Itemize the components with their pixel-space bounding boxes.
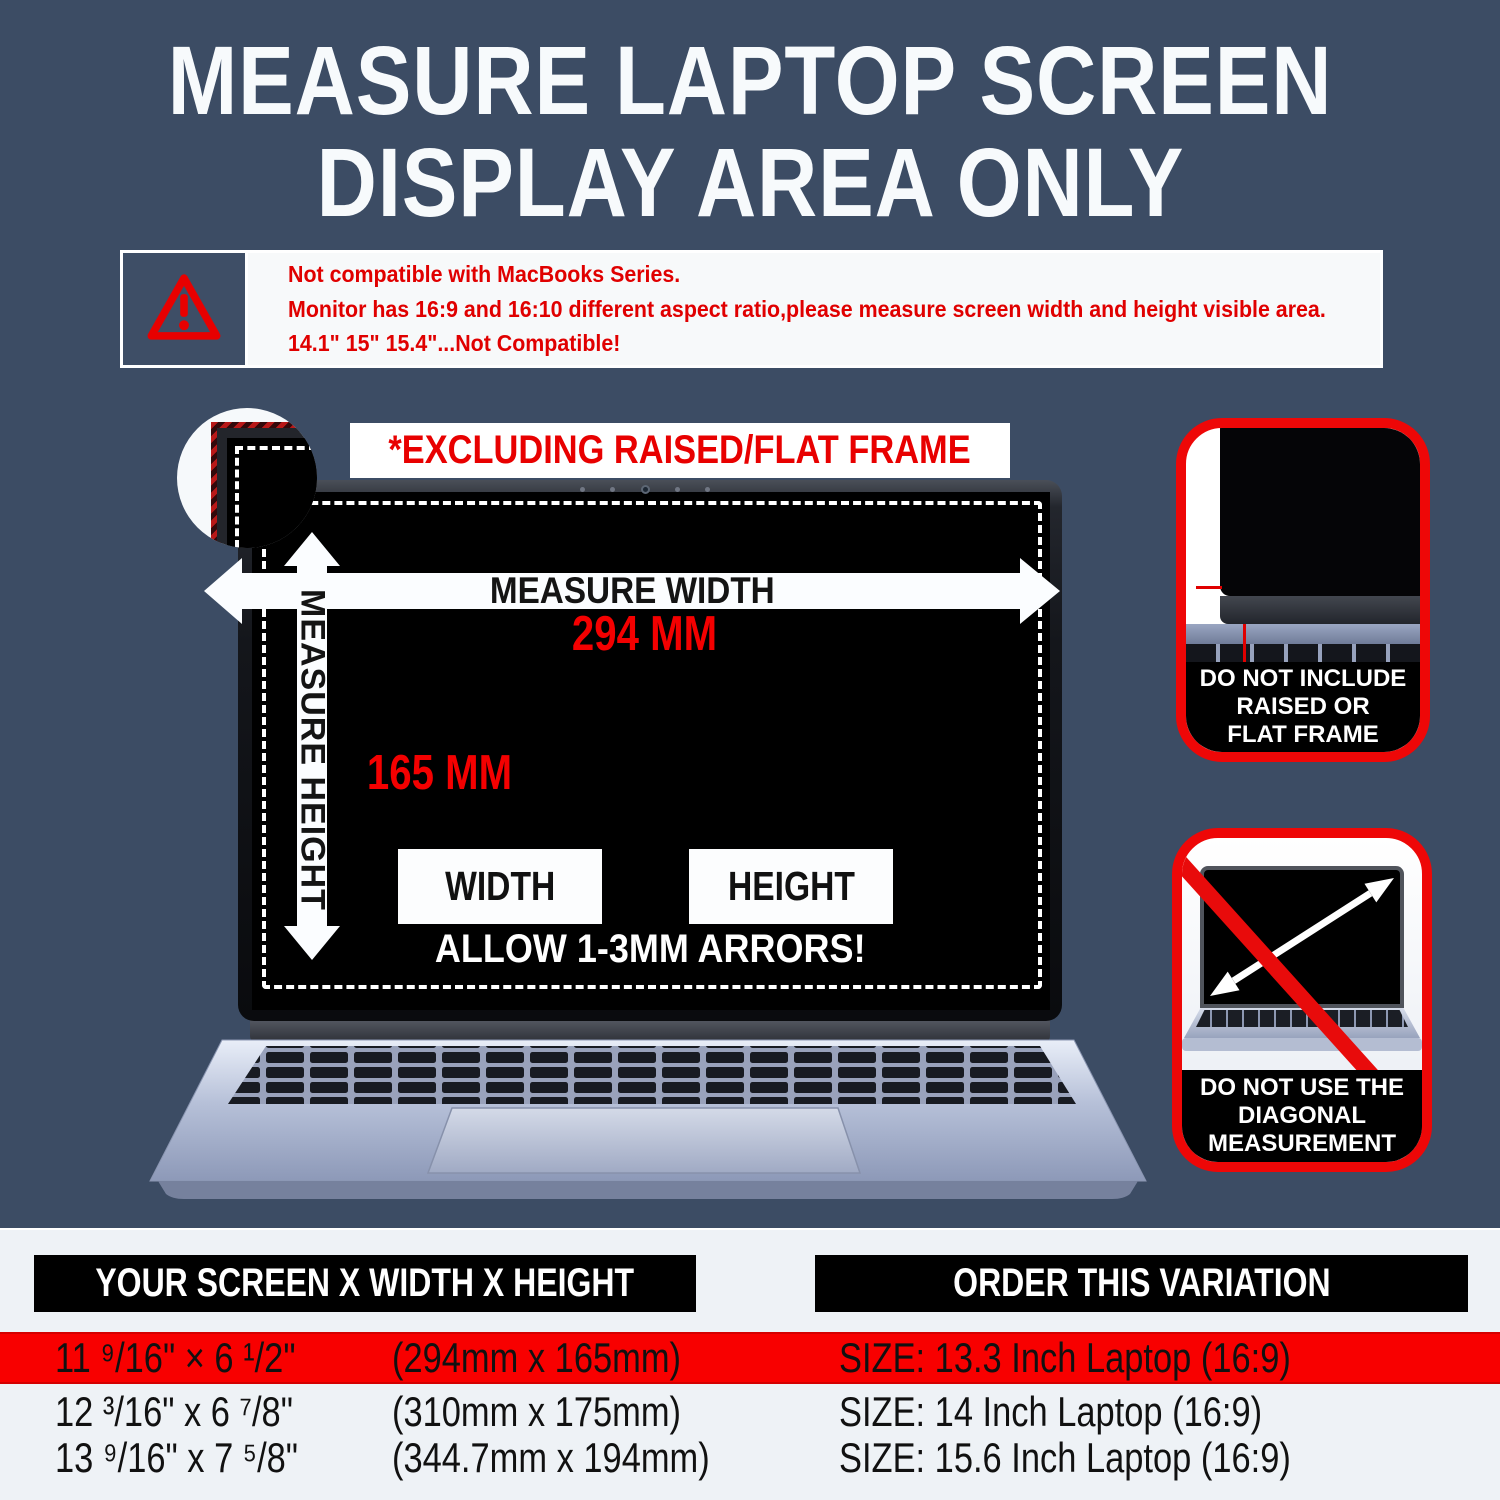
order-size: SIZE: 14 Inch Laptop (16:9) (839, 1388, 1263, 1435)
table-row (0, 1388, 1500, 1436)
screen-inches: 11 ⁹/16" × 6 ¹/2" (55, 1334, 296, 1381)
screen-inches: 13 ⁹/16" x 7 ⁵/8" (55, 1434, 299, 1481)
display-corner-dashed-outline (235, 446, 317, 548)
sensor-dot-icon (580, 487, 585, 492)
screen-inches: 12 ³/16" x 6 ⁷/8" (55, 1388, 293, 1435)
trackpad (428, 1108, 860, 1173)
order-size: SIZE: 15.6 Inch Laptop (16:9) (839, 1434, 1291, 1481)
screen-mm: (344.7mm x 194mm) (392, 1434, 710, 1481)
table-header-right: ORDER THIS VARIATION (815, 1255, 1468, 1312)
excluding-frame-text: *EXCLUDING RAISED/FLAT FRAME (388, 428, 972, 472)
table-header-left: YOUR SCREEN X WIDTH X HEIGHT (34, 1255, 696, 1312)
width-box: WIDTH (398, 849, 602, 924)
page-title-line2: DISPLAY AREA ONLY (316, 128, 1184, 237)
do-not-include-frame-panel (1176, 418, 1430, 762)
panel-caption: DO NOT INCLUDE RAISED OR FLAT FRAME (1186, 662, 1420, 752)
table-row (0, 1434, 1500, 1482)
closeup-keyboard (1186, 644, 1420, 662)
closeup-hinge (1186, 624, 1420, 644)
screen-mm: (310mm x 175mm) (392, 1388, 681, 1435)
closeup-bezel (1220, 596, 1420, 624)
webcam-icon (641, 485, 650, 494)
warning-text (288, 253, 1370, 365)
table-row (0, 1332, 1500, 1384)
warning-triangle-icon (146, 272, 222, 347)
page-title-line1: MEASURE LAPTOP SCREEN (167, 26, 1333, 135)
height-value: 165 MM (367, 746, 513, 800)
page-title (0, 26, 1500, 237)
keyboard-keys (228, 1046, 1076, 1104)
size-table (0, 1228, 1500, 1500)
measure-height-label: MEASURE HEIGHT (293, 589, 332, 911)
no-diagonal-measurement-panel (1172, 828, 1432, 1172)
panel-caption: DO NOT USE THE DIAGONAL MEASUREMENT (1182, 1070, 1422, 1162)
width-value: 294 MM (572, 607, 718, 661)
laptop-base-edge (158, 1181, 1138, 1199)
mini-laptop-base (1182, 1038, 1422, 1051)
excluding-frame-banner (350, 423, 1010, 478)
warning-line: 14.1" 15" 15.4"...Not Compatible! (288, 330, 621, 357)
sensor-dot-icon (610, 487, 615, 492)
height-box: HEIGHT (689, 849, 893, 924)
frame-marker-line (1243, 624, 1246, 662)
sensor-dot-icon (705, 487, 710, 492)
warning-icon-panel (123, 253, 248, 365)
warning-line: Not compatible with MacBooks Series. (288, 260, 681, 287)
sensor-dot-icon (675, 487, 680, 492)
order-size: SIZE: 13.3 Inch Laptop (16:9) (839, 1334, 1291, 1381)
webcam-strip (580, 484, 710, 494)
warning-line: Monitor has 16:9 and 16:10 different aspect ratio,please measure screen width and height visible area. (288, 295, 1326, 322)
tolerance-note: ALLOW 1-3MM ARRORS! (434, 927, 866, 971)
measure-width-label: MEASURE WIDTH (489, 570, 775, 611)
frame-marker-line (1196, 586, 1222, 589)
screen-mm: (294mm x 165mm) (392, 1334, 681, 1381)
corner-magnifier-callout (177, 408, 317, 548)
closeup-screen (1220, 428, 1420, 596)
mini-laptop-keyboard (1196, 1010, 1408, 1027)
warning-box (120, 250, 1383, 368)
laptop-body-illustration (140, 1010, 1160, 1206)
